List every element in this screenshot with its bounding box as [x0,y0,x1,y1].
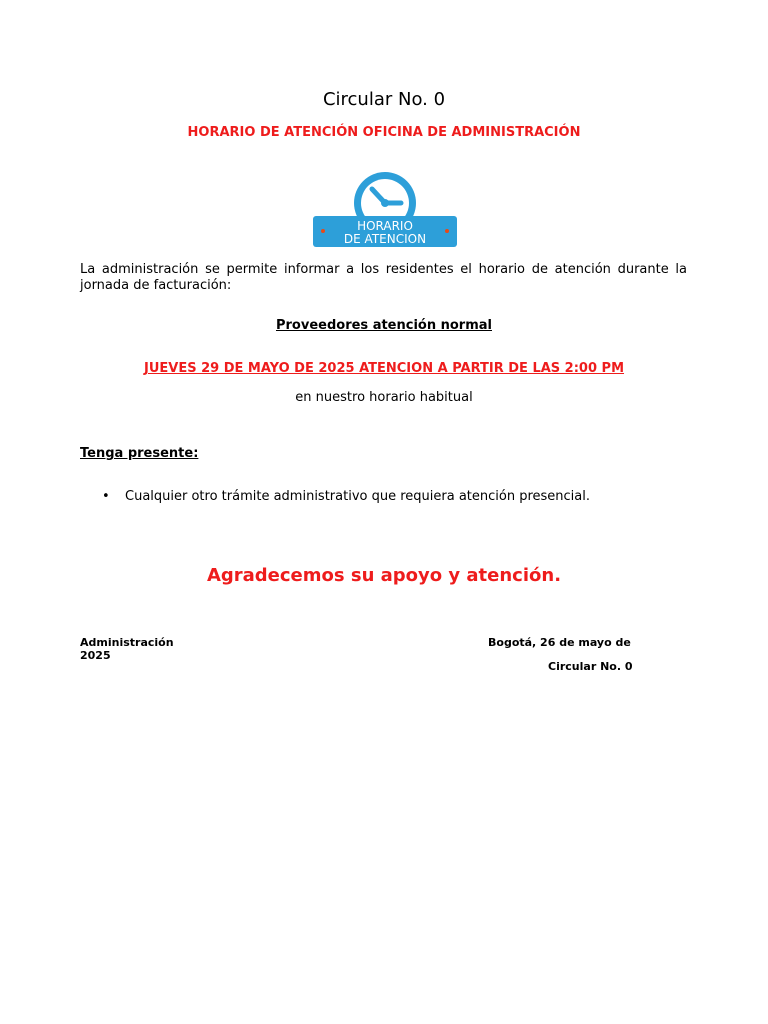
page-subtitle: HORARIO DE ATENCIÓN OFICINA DE ADMINISTRACIÓN [187,125,581,140]
providers-heading: Proveedores atención normal [275,318,492,333]
list-item-text: Cualquier otro trámite administrativo que requiera atención presencial. [125,489,590,504]
note-list [100,489,590,504]
note-title: Tenga presente: [80,446,199,461]
bullet-icon: • [102,489,110,504]
logo-line2: DE ATENCION [343,232,427,246]
horario-de-atencion-logo [312,172,458,248]
habitual-note: en nuestro horario habitual [295,390,473,405]
schedule-highlight: JUEVES 29 DE MAYO DE 2025 ATENCION A PARTIR DE LAS 2:00 PM [143,361,625,376]
signature-date: Bogotá, 26 de mayo de [488,636,631,649]
page-title: Circular No. 0 [322,89,446,110]
intro-paragraph: La administración se permite informar a los residentes el horario de atención durante la jornada de facturación: [80,262,687,293]
footer-circular: Circular No. 0 [548,660,633,673]
list-item [100,489,590,504]
logo-line1: HORARIO [357,219,413,233]
signature-left [80,636,174,662]
signature-left-line1: Administración [80,636,174,649]
thanks-message: Agradecemos su apoyo y atención. [206,565,562,586]
signature-left-line2: 2025 [80,649,111,662]
